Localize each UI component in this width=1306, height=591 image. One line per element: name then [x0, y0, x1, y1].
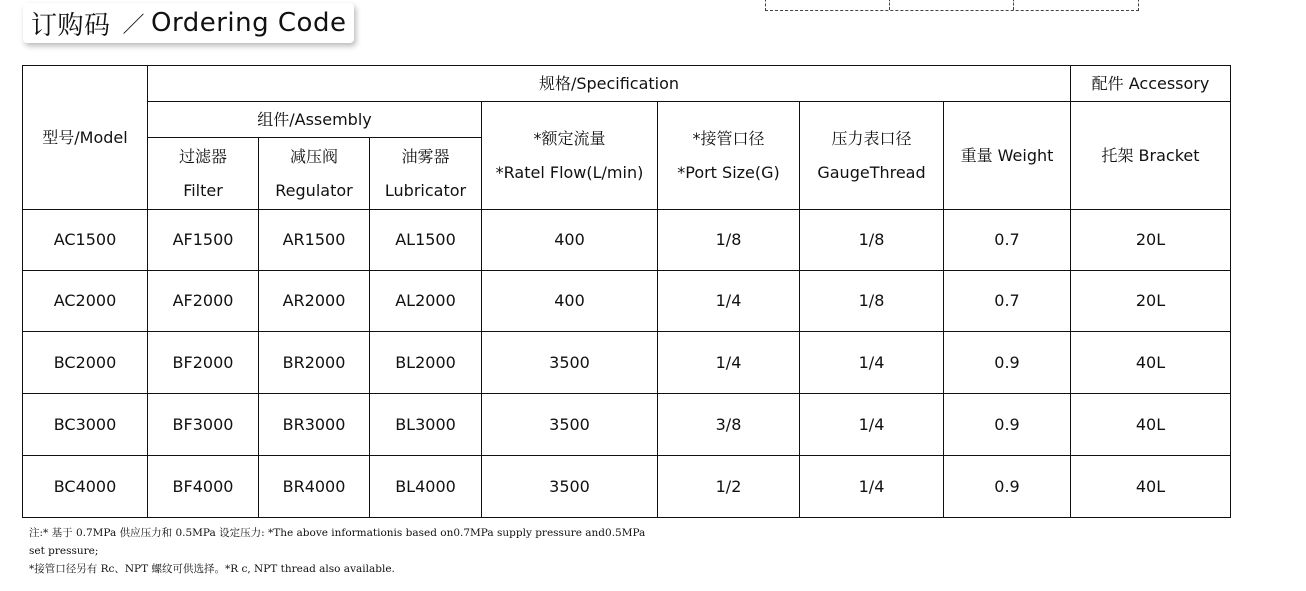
- title-separator: ／: [122, 12, 146, 38]
- cell-lubricator: AL1500: [370, 210, 482, 271]
- cell-port: 1/4: [658, 271, 800, 332]
- cell-model: AC1500: [23, 210, 148, 271]
- cell-regulator: BR4000: [259, 456, 370, 518]
- footnotes: [29, 524, 645, 578]
- header-weight: 重量 Weight: [944, 102, 1071, 210]
- header-flow-en: *Ratel Flow(L/min): [495, 162, 644, 182]
- cell-model: BC2000: [23, 332, 148, 394]
- header-gauge: [800, 102, 944, 210]
- cell-model: AC2000: [23, 271, 148, 332]
- cell-lubricator: BL4000: [370, 456, 482, 518]
- cell-filter: BF2000: [148, 332, 259, 394]
- header-filter: [148, 138, 259, 210]
- cell-weight: 0.7: [944, 210, 1071, 271]
- cell-weight: 0.9: [944, 332, 1071, 394]
- cell-lubricator: BL3000: [370, 394, 482, 456]
- cell-gauge: 1/4: [800, 332, 944, 394]
- dashed-frame-fragment: [765, 0, 1139, 11]
- table-row: [23, 271, 1231, 332]
- cell-gauge: 1/8: [800, 271, 944, 332]
- ordering-code-table: [22, 65, 1231, 518]
- header-lubricator-cn: 油雾器: [401, 146, 450, 166]
- cell-port: 3/8: [658, 394, 800, 456]
- cell-port: 1/8: [658, 210, 800, 271]
- cell-port: 1/4: [658, 332, 800, 394]
- table-row: [23, 456, 1231, 518]
- cell-flow: 400: [482, 210, 658, 271]
- header-flow: [482, 102, 658, 210]
- header-gauge-cn: 压力表口径: [831, 128, 912, 148]
- header-row-2: [23, 102, 1231, 138]
- note-line-2: set pressure;: [29, 545, 99, 557]
- header-row-1: [23, 66, 1231, 102]
- cell-bracket: 40L: [1071, 456, 1231, 518]
- title-cn: 订购码: [31, 10, 111, 41]
- note-line-3: *接管口径另有 Rc、NPT 螺纹可供选择。*R c, NPT thread also available.: [29, 563, 395, 575]
- cell-filter: AF2000: [148, 271, 259, 332]
- header-regulator: [259, 138, 370, 210]
- header-regulator-en: Regulator: [275, 180, 353, 200]
- cell-model: BC3000: [23, 394, 148, 456]
- cell-flow: 3500: [482, 456, 658, 518]
- cell-bracket: 40L: [1071, 394, 1231, 456]
- cell-gauge: 1/4: [800, 456, 944, 518]
- cell-filter: AF1500: [148, 210, 259, 271]
- header-filter-en: Filter: [183, 180, 223, 200]
- cell-bracket: 20L: [1071, 271, 1231, 332]
- cell-model: BC4000: [23, 456, 148, 518]
- header-regulator-cn: 减压阀: [289, 146, 338, 166]
- title-en: Ordering Code: [151, 8, 347, 38]
- cell-flow: 3500: [482, 394, 658, 456]
- cell-weight: 0.9: [944, 456, 1071, 518]
- cell-port: 1/2: [658, 456, 800, 518]
- cell-bracket: 40L: [1071, 332, 1231, 394]
- header-port-en: *Port Size(G): [677, 162, 780, 182]
- cell-filter: BF3000: [148, 394, 259, 456]
- header-bracket: 托架 Bracket: [1071, 102, 1231, 210]
- cell-flow: 400: [482, 271, 658, 332]
- table-row: [23, 332, 1231, 394]
- header-lubricator: [370, 138, 482, 210]
- cell-lubricator: AL2000: [370, 271, 482, 332]
- cell-regulator: AR2000: [259, 271, 370, 332]
- header-gauge-en: GaugeThread: [817, 162, 926, 182]
- cell-lubricator: BL2000: [370, 332, 482, 394]
- table-row: [23, 210, 1231, 271]
- header-assembly: 组件/Assembly: [148, 102, 482, 138]
- header-port: [658, 102, 800, 210]
- note-line-1: 注:* 基于 0.7MPa 供应压力和 0.5MPa 设定压力: *The above informationis based on0.7MPa supply pressure and0.5MPa: [29, 527, 646, 539]
- cell-filter: BF4000: [148, 456, 259, 518]
- header-accessory: 配件 Accessory: [1071, 66, 1231, 102]
- header-specification: 规格/Specification: [148, 66, 1071, 102]
- header-flow-cn: *额定流量: [533, 128, 606, 148]
- header-port-cn: *接管口径: [692, 128, 765, 148]
- cell-weight: 0.7: [944, 271, 1071, 332]
- header-filter-cn: 过滤器: [178, 146, 227, 166]
- cell-weight: 0.9: [944, 394, 1071, 456]
- cell-regulator: BR3000: [259, 394, 370, 456]
- cell-bracket: 20L: [1071, 210, 1231, 271]
- page-title: [23, 3, 354, 43]
- cell-flow: 3500: [482, 332, 658, 394]
- header-model: 型号/Model: [23, 66, 148, 210]
- cell-regulator: AR1500: [259, 210, 370, 271]
- cell-regulator: BR2000: [259, 332, 370, 394]
- header-lubricator-en: Lubricator: [384, 180, 467, 200]
- cell-gauge: 1/8: [800, 210, 944, 271]
- table-row: [23, 394, 1231, 456]
- cell-gauge: 1/4: [800, 394, 944, 456]
